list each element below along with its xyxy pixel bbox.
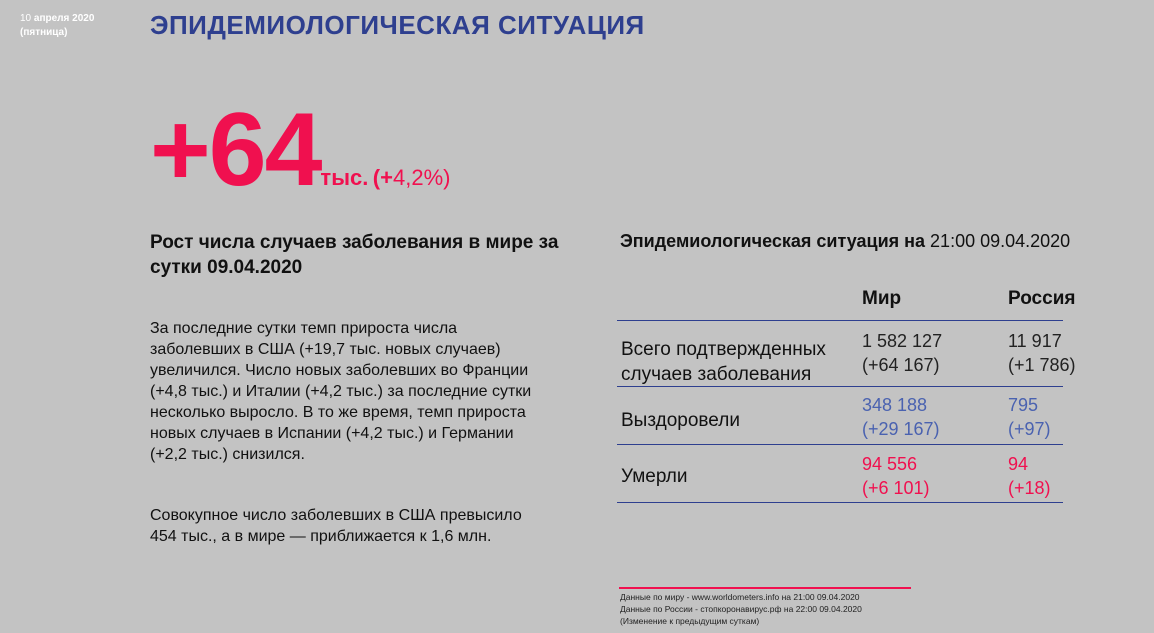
paragraph-1: За последние сутки темп прироста числа заболевших в США (+19,7 тыс. новых случаев) увеличился. Число новых заболевших во Франции (+4,8 тыс.) и Италии (+4,2 тыс.) за последние сутки несколько выросло. В то же время, темп прироста новых случаев в Испании (+4,2 тыс.) и Германии (+2,2 тыс.) снизился.	[150, 320, 532, 463]
footnote-russia-time: 22:00 09.04.2020	[795, 604, 862, 614]
russia-confirmed-delta: (+1 786)	[1008, 355, 1076, 375]
headline-figure	[150, 92, 451, 208]
footnote-rule	[619, 587, 911, 589]
footnote-russia	[620, 604, 862, 615]
row-label-confirmed: Всего подтвержденных случаев заболевания	[621, 339, 826, 385]
paragraph-2: Совокупное число заболевших в США превысило 454 тыс., а в мире — приближается к 1,6 млн.	[150, 507, 522, 545]
row-label-deaths: Умерли	[621, 466, 688, 487]
world-recovered: 348 188	[862, 395, 928, 415]
footnote-russia-source: Данные по России - стопкоронавирус.рф	[620, 604, 782, 614]
table-divider	[617, 320, 1063, 321]
table-title	[620, 231, 1070, 252]
russia-deaths-delta: (+18)	[1008, 478, 1051, 498]
table-divider	[617, 386, 1063, 387]
world-confirmed-delta: (+64 167)	[862, 355, 940, 375]
footnote-world-on: на	[781, 592, 791, 602]
row-label-recovered: Выздоровели	[621, 410, 740, 431]
world-recovered-delta: (+29 167)	[862, 419, 940, 439]
footnote-world-source: Данные по миру - www.worldometers.info	[620, 592, 780, 602]
table-divider	[617, 444, 1063, 445]
date-weekday: (пятница)	[20, 27, 68, 38]
table-divider	[617, 502, 1063, 503]
column-header-russia: Россия	[1008, 288, 1076, 309]
russia-recovered: 795	[1008, 395, 1039, 415]
table-title-label: Эпидемиологическая ситуация на	[620, 231, 926, 251]
subheading: Рост числа случаев заболевания в мире за сутки 09.04.2020	[150, 232, 559, 278]
footnote-world-time: 21:00 09.04.2020	[793, 592, 860, 602]
world-deaths: 94 556	[862, 454, 918, 474]
date-block	[20, 12, 94, 40]
russia-recovered-delta: (+97)	[1008, 419, 1051, 439]
footnote-world	[620, 592, 860, 603]
russia-deaths: 94	[1008, 454, 1029, 474]
column-header-world: Мир	[862, 288, 902, 309]
footnote-russia-on: на	[783, 604, 794, 614]
headline-percent: 4,2%)	[392, 165, 451, 190]
date-month: апреля	[33, 13, 70, 24]
date-day: 10	[20, 13, 32, 24]
headline-number: +64	[150, 92, 321, 208]
date-year: 2020	[72, 13, 95, 24]
footnote-note: (Изменение к предыдущим суткам)	[620, 616, 760, 626]
headline-paren: (+	[372, 165, 393, 190]
world-confirmed: 1 582 127	[862, 331, 943, 351]
world-deaths-delta: (+6 101)	[862, 478, 930, 498]
page-title: ЭПИДЕМИОЛОГИЧЕСКАЯ СИТУАЦИЯ	[150, 10, 645, 40]
russia-confirmed: 11 917	[1008, 331, 1062, 351]
headline-unit: тыс.	[320, 165, 369, 190]
table-title-time: 21:00 09.04.2020	[930, 231, 1071, 251]
